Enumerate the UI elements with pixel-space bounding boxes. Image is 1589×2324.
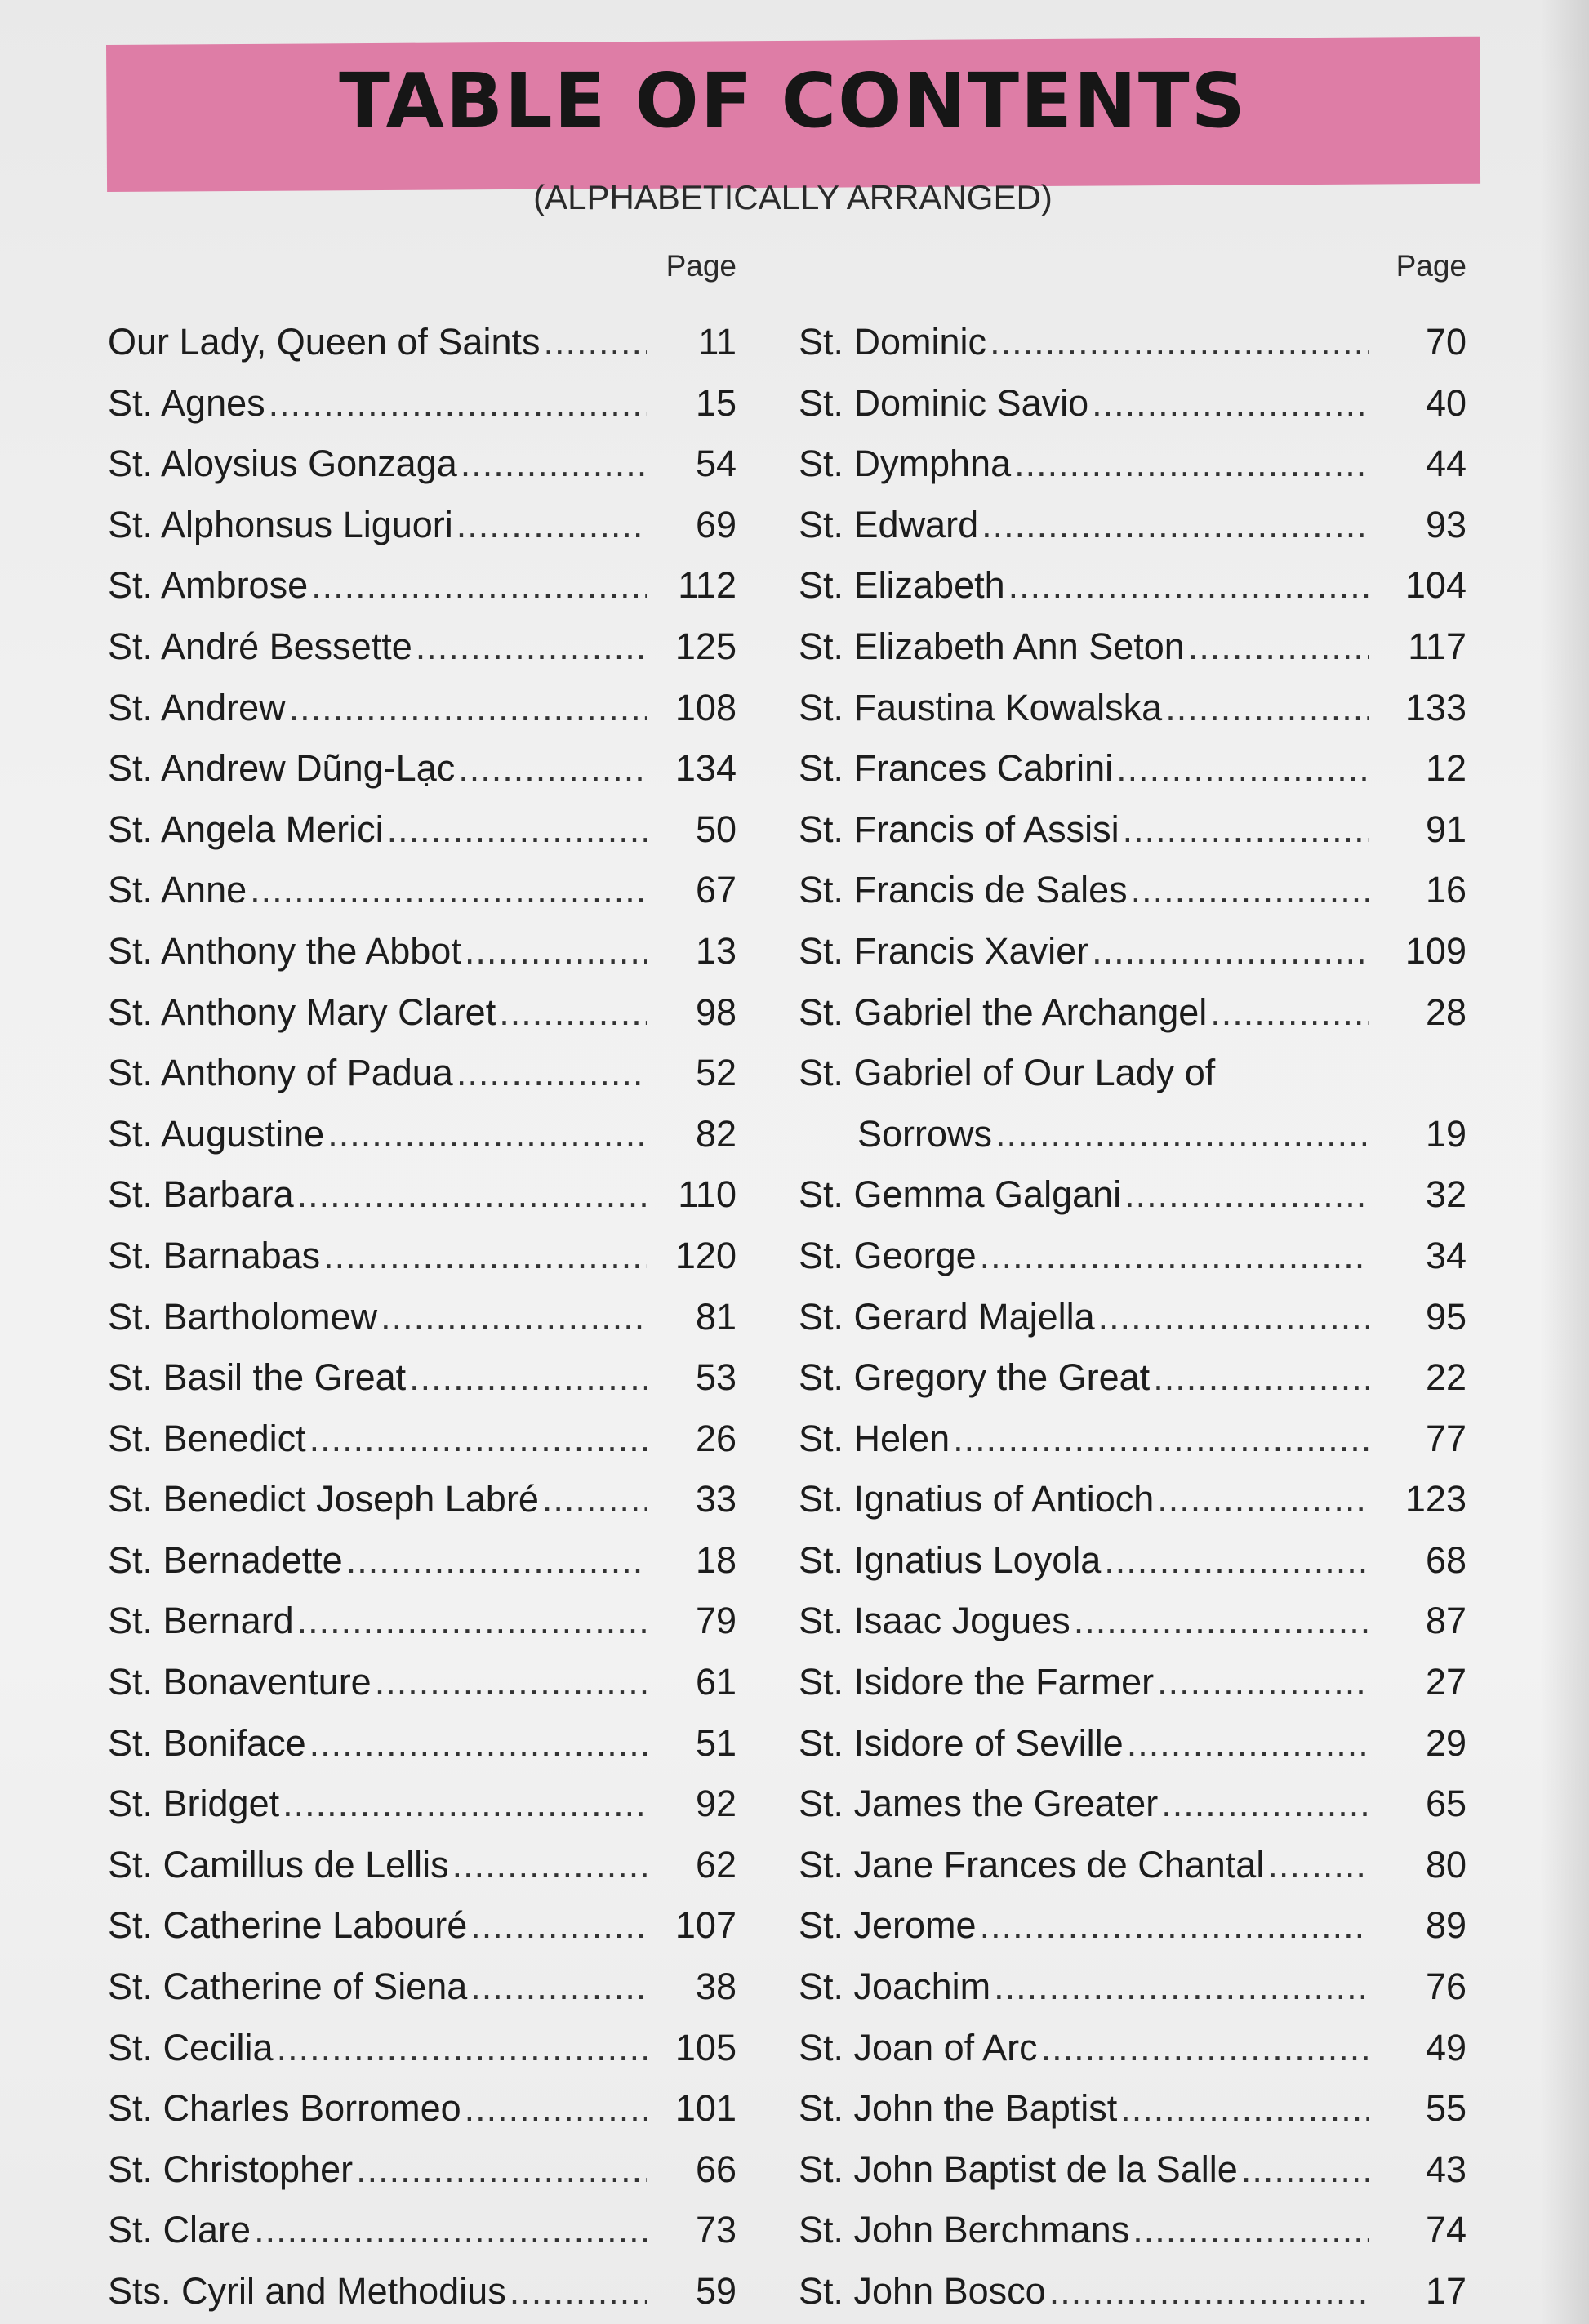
toc-entry-page-number: 15 — [695, 381, 737, 424]
page-column-header: Page — [665, 249, 737, 283]
toc-entry[interactable] — [108, 1104, 737, 1165]
toc-entry-page-number: 73 — [695, 2209, 737, 2251]
toc-entry-title: St. John the Baptist — [799, 2087, 1118, 2130]
toc-entry[interactable] — [799, 1652, 1467, 1713]
toc-entry-page-number: 109 — [1404, 929, 1467, 972]
toc-entry[interactable] — [108, 738, 737, 799]
toc-entry-page-number: 27 — [1425, 1661, 1467, 1703]
dot-leader — [375, 1652, 647, 1713]
toc-entry-title: St. Benedict — [108, 1417, 306, 1459]
dot-leader — [990, 312, 1369, 373]
dot-leader — [980, 1226, 1369, 1287]
dot-leader — [327, 1104, 647, 1165]
toc-entry[interactable] — [108, 860, 737, 921]
toc-entry[interactable] — [799, 1409, 1467, 1470]
dot-leader — [499, 982, 647, 1044]
toc-entry[interactable] — [799, 1164, 1467, 1226]
toc-entry[interactable] — [108, 434, 737, 495]
toc-entry-page-number: 134 — [674, 747, 737, 790]
dot-leader — [465, 921, 647, 982]
toc-entry[interactable] — [108, 1409, 737, 1470]
toc-entry[interactable] — [799, 2200, 1467, 2261]
toc-entry[interactable] — [799, 1347, 1467, 1409]
dot-leader — [381, 1287, 647, 1348]
toc-entry-title: St. Anne — [108, 869, 247, 911]
toc-entry-page-number: 98 — [695, 991, 737, 1033]
dot-leader — [346, 1530, 647, 1592]
dot-leader — [1153, 1347, 1369, 1409]
dot-leader — [456, 1043, 647, 1104]
toc-entry-title: St. Joachim — [799, 1966, 991, 2008]
toc-entry-title: St. Augustine — [108, 1112, 325, 1155]
dot-leader — [1092, 921, 1369, 982]
toc-entry-title: St. Bridget — [108, 1783, 280, 1825]
toc-entry-page-number: 29 — [1425, 1721, 1467, 1764]
toc-entry-title: St. Charles Borromeo — [108, 2087, 461, 2130]
toc-entry[interactable] — [799, 982, 1467, 1044]
toc-entry[interactable] — [799, 1957, 1467, 2018]
toc-entry-page-number: 28 — [1425, 991, 1467, 1033]
toc-entry-title: St. Basil the Great — [108, 1356, 407, 1399]
toc-entry-page-number: 34 — [1425, 1234, 1467, 1276]
toc-entry[interactable] — [108, 495, 737, 556]
toc-entry-title: St. Catherine of Siena — [108, 1966, 468, 2008]
dot-leader — [356, 2139, 647, 2201]
toc-entry[interactable] — [799, 738, 1467, 799]
toc-entry-title: St. Faustina Kowalska — [799, 686, 1163, 728]
toc-entry[interactable] — [108, 799, 737, 861]
toc-entry-title: St. Anthony Mary Claret — [108, 991, 496, 1033]
toc-entry-title: St. Elizabeth Ann Seton — [799, 625, 1185, 667]
dot-leader — [1041, 2018, 1369, 2079]
toc-entry-page-number: 12 — [1425, 747, 1467, 790]
toc-entry-page-number: 59 — [695, 2270, 737, 2312]
toc-entry-page-number: 74 — [1425, 2209, 1467, 2251]
dot-leader — [1049, 2261, 1369, 2322]
toc-entry-page-number: 40 — [1425, 381, 1467, 424]
toc-entry[interactable] — [108, 921, 737, 982]
toc-entry[interactable] — [108, 2018, 737, 2079]
dot-leader — [409, 1347, 647, 1409]
toc-entry-page-number: 125 — [674, 625, 737, 667]
toc-entry-title: St. Jane Frances de Chantal — [799, 1843, 1265, 1885]
page-subtitle: (ALPHABETICALLY ARRANGED) — [533, 178, 1053, 216]
toc-entry-page-number: 120 — [674, 1234, 737, 1276]
toc-entry-page-number: 44 — [1425, 443, 1467, 485]
toc-entry-page-number: 107 — [674, 1904, 737, 1947]
toc-entry[interactable] — [108, 2139, 737, 2201]
dot-leader — [1123, 799, 1369, 861]
toc-entry-title: St. Isidore the Farmer — [799, 1661, 1155, 1703]
toc-entry-page-number: 68 — [1425, 1538, 1467, 1581]
toc-entry-title: St. André Bessette — [108, 625, 412, 667]
toc-entry-title: St. Jerome — [799, 1904, 977, 1947]
toc-entry[interactable] — [799, 1104, 1467, 1165]
toc-entry-title: St. Dymphna — [799, 443, 1012, 485]
dot-leader — [1116, 738, 1369, 799]
toc-entry[interactable] — [799, 1469, 1467, 1530]
toc-entry-page-number: 19 — [1425, 1112, 1467, 1155]
toc-entry-title: St. George — [799, 1234, 977, 1276]
toc-entry[interactable] — [108, 1835, 737, 1896]
toc-entry[interactable] — [799, 860, 1467, 921]
dot-leader — [1074, 1591, 1369, 1652]
dot-leader — [1241, 2139, 1369, 2201]
toc-entry-page-number: 43 — [1425, 2148, 1467, 2190]
toc-entry[interactable] — [108, 1774, 737, 1835]
toc-entry-page-number: 95 — [1425, 1295, 1467, 1338]
dot-leader — [297, 1591, 647, 1652]
toc-entry[interactable] — [799, 2139, 1467, 2201]
toc-entries-right — [799, 312, 1467, 2322]
toc-entry-page-number: 66 — [695, 2148, 737, 2190]
toc-entry-title: St. Agnes — [108, 381, 265, 424]
toc-entry-page-number: 112 — [678, 564, 737, 607]
toc-entry-page-number: 79 — [695, 1600, 737, 1642]
toc-entry-page-number: 55 — [1425, 2087, 1467, 2130]
toc-entry[interactable] — [799, 1895, 1467, 1957]
dot-leader — [994, 1957, 1369, 2018]
toc-entry[interactable] — [108, 1957, 737, 2018]
toc-entry[interactable] — [108, 1591, 737, 1652]
toc-entry[interactable] — [799, 434, 1467, 495]
toc-entries-left — [108, 312, 737, 2322]
dot-leader — [470, 1957, 647, 2018]
toc-entry-page-number: 117 — [1408, 625, 1467, 667]
toc-entry[interactable] — [799, 678, 1467, 739]
toc-entry-title: St. Christopher — [108, 2148, 354, 2190]
dot-leader — [470, 1895, 647, 1957]
toc-entry-page-number: 91 — [1425, 808, 1467, 850]
toc-entry-page-number: 33 — [695, 1478, 737, 1520]
toc-entry-title: St. Cecilia — [108, 2026, 274, 2068]
toc-entry[interactable] — [799, 1043, 1467, 1104]
toc-entry-title: St. Dominic — [799, 321, 987, 363]
dot-leader — [543, 312, 647, 373]
toc-entry-title: St. Gregory the Great — [799, 1356, 1151, 1399]
toc-entry[interactable] — [108, 1287, 737, 1348]
toc-entry-title: St. Andrew — [108, 686, 286, 728]
toc-entry-page-number: 108 — [674, 686, 737, 728]
toc-entry-page-number: 89 — [1425, 1904, 1467, 1947]
toc-entry-title: St. Isidore of Seville — [799, 1721, 1124, 1764]
toc-entry-page-number: 67 — [695, 869, 737, 911]
toc-entry[interactable] — [108, 2261, 737, 2322]
toc-entry-title: St. Catherine Labouré — [108, 1904, 468, 1947]
toc-entry-page-number: 22 — [1425, 1356, 1467, 1399]
toc-entry-title: St. Barbara — [108, 1173, 294, 1216]
toc-entry-title: St. Joan of Arc — [799, 2026, 1038, 2068]
toc-entry-page-number: 87 — [1425, 1600, 1467, 1642]
toc-entry-title: St. Alphonsus Liguori — [108, 503, 453, 545]
toc-entry-title: St. Bonaventure — [108, 1661, 372, 1703]
toc-entry-title: St. Anthony of Padua — [108, 1052, 453, 1094]
toc-entry[interactable] — [108, 1652, 737, 1713]
toc-entry-title: St. James the Greater — [799, 1783, 1159, 1825]
toc-entry-page-number: 52 — [695, 1052, 737, 1094]
dot-leader — [283, 1774, 647, 1835]
dot-leader — [1131, 860, 1369, 921]
toc-entry-title: St. Ambrose — [108, 564, 309, 607]
toc-entry-page-number: 11 — [698, 321, 737, 363]
dot-leader — [269, 373, 647, 434]
toc-entry-page-number: 76 — [1425, 1966, 1467, 2008]
toc-entry[interactable] — [108, 1043, 737, 1104]
toc-entry[interactable] — [799, 1530, 1467, 1592]
toc-entry-page-number: 104 — [1404, 564, 1467, 607]
dot-leader — [1124, 1164, 1369, 1226]
toc-entry[interactable] — [799, 1774, 1467, 1835]
dot-leader — [1267, 1835, 1369, 1896]
toc-entry-title: St. Frances Cabrini — [799, 747, 1114, 790]
toc-entry-title: St. Camillus de Lellis — [108, 1843, 449, 1885]
toc-entry-page-number: 133 — [1404, 686, 1467, 728]
toc-entry-page-number: 54 — [695, 443, 737, 485]
dot-leader — [1165, 678, 1369, 739]
toc-entry-title: St. Clare — [108, 2209, 251, 2251]
toc-entry-title: St. Francis Xavier — [799, 929, 1089, 972]
toc-entry[interactable] — [799, 1226, 1467, 1287]
toc-entry[interactable] — [799, 495, 1467, 556]
dot-leader — [510, 2261, 647, 2322]
dot-leader — [458, 738, 647, 799]
toc-entry-title: St. Dominic Savio — [799, 381, 1089, 424]
toc-entry-page-number: 13 — [695, 929, 737, 972]
toc-entry[interactable] — [108, 1530, 737, 1592]
toc-entry-title: St. Gemma Galgani — [799, 1173, 1122, 1216]
toc-entry-title: St. Gabriel the Archangel — [799, 991, 1208, 1033]
toc-entry-page-number: 32 — [1425, 1173, 1467, 1216]
toc-entry[interactable] — [799, 373, 1467, 434]
dot-leader — [1157, 1652, 1369, 1713]
toc-entry-title: St. Ignatius Loyola — [799, 1538, 1102, 1581]
dot-leader — [323, 1226, 647, 1287]
toc-entry[interactable] — [799, 1287, 1467, 1348]
toc-entry-title: Sts. Cyril and Methodius — [108, 2270, 506, 2312]
toc-entry-title: St. John Baptist de la Salle — [799, 2148, 1238, 2190]
toc-entry-page-number: 101 — [674, 2087, 737, 2130]
toc-entry-title: St. Francis de Sales — [799, 869, 1128, 911]
toc-entry-page-number: 70 — [1425, 321, 1467, 363]
dot-leader — [1098, 1287, 1369, 1348]
toc-entry[interactable] — [108, 312, 737, 373]
toc-entry-title: St. Gabriel of Our Lady of — [799, 1052, 1216, 1094]
toc-entry[interactable] — [799, 1713, 1467, 1774]
toc-entry-title: St. Anthony the Abbot — [108, 929, 461, 972]
toc-entry[interactable] — [108, 373, 737, 434]
toc-entry[interactable] — [799, 1835, 1467, 1896]
toc-entry[interactable] — [799, 921, 1467, 982]
dot-leader — [1127, 1713, 1369, 1774]
toc-entry-page-number: 77 — [1425, 1417, 1467, 1459]
toc-entry-page-number: 16 — [1425, 869, 1467, 911]
dot-leader — [1008, 555, 1369, 617]
toc-entry-title: St. Ignatius of Antioch — [799, 1478, 1155, 1520]
toc-entry-page-number: 110 — [678, 1173, 737, 1216]
dot-leader — [1188, 617, 1369, 678]
toc-entry-page-number: 53 — [695, 1356, 737, 1399]
toc-entry[interactable] — [108, 1164, 737, 1226]
dot-leader — [250, 860, 647, 921]
toc-entry-page-number: 105 — [674, 2026, 737, 2068]
toc-entry-page-number: 38 — [695, 1966, 737, 2008]
toc-entry-title: St. Boniface — [108, 1721, 306, 1764]
dot-leader — [387, 799, 647, 861]
toc-entry-title: St. Angela Merici — [108, 808, 384, 850]
dot-leader — [456, 495, 647, 556]
dot-leader — [1014, 434, 1369, 495]
toc-entry-page-number: 93 — [1425, 503, 1467, 545]
toc-entry-page-number: 50 — [695, 808, 737, 850]
dot-leader — [309, 1409, 647, 1470]
toc-entry-page-number: 69 — [695, 503, 737, 545]
toc-entry[interactable] — [108, 678, 737, 739]
toc-entry[interactable] — [108, 1226, 737, 1287]
toc-entry[interactable] — [108, 2200, 737, 2261]
toc-entry[interactable] — [799, 2078, 1467, 2139]
toc-entry-title: St. Bernard — [108, 1600, 294, 1642]
toc-entry[interactable] — [108, 1895, 737, 1957]
toc-entry[interactable] — [108, 555, 737, 617]
page-title: TABLE OF CONTENTS — [339, 57, 1247, 145]
toc-entry-title: St. John Berchmans — [799, 2209, 1130, 2251]
toc-entry-page-number: 82 — [695, 1112, 737, 1155]
toc-entry-title: St. Francis of Assisi — [799, 808, 1119, 850]
toc-entry[interactable] — [799, 312, 1467, 373]
dot-leader — [981, 495, 1369, 556]
toc-entry-page-number: 92 — [695, 1783, 737, 1825]
toc-entry-page-number: 49 — [1425, 2026, 1467, 2068]
dot-leader — [1157, 1469, 1369, 1530]
toc-entry-title: St. Aloysius Gonzaga — [108, 443, 457, 485]
toc-entry-title: St. Andrew Dũng-Lạc — [108, 747, 456, 790]
page-column-header: Page — [1395, 249, 1467, 283]
toc-entry-title: St. Elizabeth — [799, 564, 1005, 607]
toc-entry-page-number: 61 — [695, 1661, 737, 1703]
toc-entry-page-number: 65 — [1425, 1783, 1467, 1825]
toc-entry[interactable] — [108, 1469, 737, 1530]
toc-entry-page-number: 26 — [695, 1417, 737, 1459]
toc-entry[interactable] — [108, 2078, 737, 2139]
toc-entry-page-number: 80 — [1425, 1843, 1467, 1885]
dot-leader — [1161, 1774, 1369, 1835]
toc-entry[interactable] — [108, 617, 737, 678]
toc-entry[interactable] — [799, 617, 1467, 678]
toc-entry-page-number: 62 — [695, 1843, 737, 1885]
toc-entry-page-number: 17 — [1425, 2270, 1467, 2312]
toc-entry[interactable] — [108, 1347, 737, 1409]
toc-entry[interactable] — [799, 2018, 1467, 2079]
toc-entry-title: St. John Bosco — [799, 2270, 1046, 2312]
toc-entry-title: St. Isaac Jogues — [799, 1600, 1070, 1642]
dot-leader — [1210, 982, 1369, 1044]
toc-entry[interactable] — [799, 555, 1467, 617]
toc-entry-title: Sorrows — [857, 1112, 993, 1155]
toc-entry-page-number: 18 — [695, 1538, 737, 1581]
dot-leader — [1120, 2078, 1369, 2139]
dot-leader — [1092, 373, 1369, 434]
toc-entry-title: St. Gerard Majella — [799, 1295, 1095, 1338]
toc-entry-title: St. Helen — [799, 1417, 950, 1459]
toc-entry-title: St. Benedict Joseph Labré — [108, 1478, 539, 1520]
toc-entry-page-number: 123 — [1404, 1478, 1467, 1520]
toc-entry-title: St. Bernadette — [108, 1538, 343, 1581]
toc-entry[interactable] — [108, 982, 737, 1044]
dot-leader — [953, 1409, 1369, 1470]
toc-entry[interactable] — [799, 1591, 1467, 1652]
dot-leader — [980, 1895, 1369, 1957]
toc-entry-title: Our Lady, Queen of Saints — [108, 321, 541, 363]
toc-entry[interactable] — [108, 1713, 737, 1774]
toc-entry-title: St. Bartholomew — [108, 1295, 378, 1338]
dot-leader — [311, 555, 647, 617]
toc-entry-page-number: 81 — [695, 1295, 737, 1338]
dot-leader — [995, 1104, 1369, 1165]
toc-entry-page-number: 51 — [695, 1721, 737, 1764]
toc-entry[interactable] — [799, 799, 1467, 861]
dot-leader — [416, 617, 647, 678]
toc-entry-title: St. Edward — [799, 503, 979, 545]
dot-leader — [277, 2018, 647, 2079]
dot-leader — [309, 1713, 647, 1774]
dot-leader — [542, 1469, 647, 1530]
dot-leader — [452, 1835, 647, 1896]
toc-entry-title: St. Barnabas — [108, 1234, 321, 1276]
dot-leader — [289, 678, 647, 739]
dot-leader — [1104, 1530, 1369, 1592]
dot-leader — [1133, 2200, 1369, 2261]
dot-leader — [465, 2078, 647, 2139]
toc-entry[interactable] — [799, 2261, 1467, 2322]
dot-leader — [254, 2200, 647, 2261]
dot-leader — [461, 434, 647, 495]
dot-leader — [297, 1164, 647, 1226]
